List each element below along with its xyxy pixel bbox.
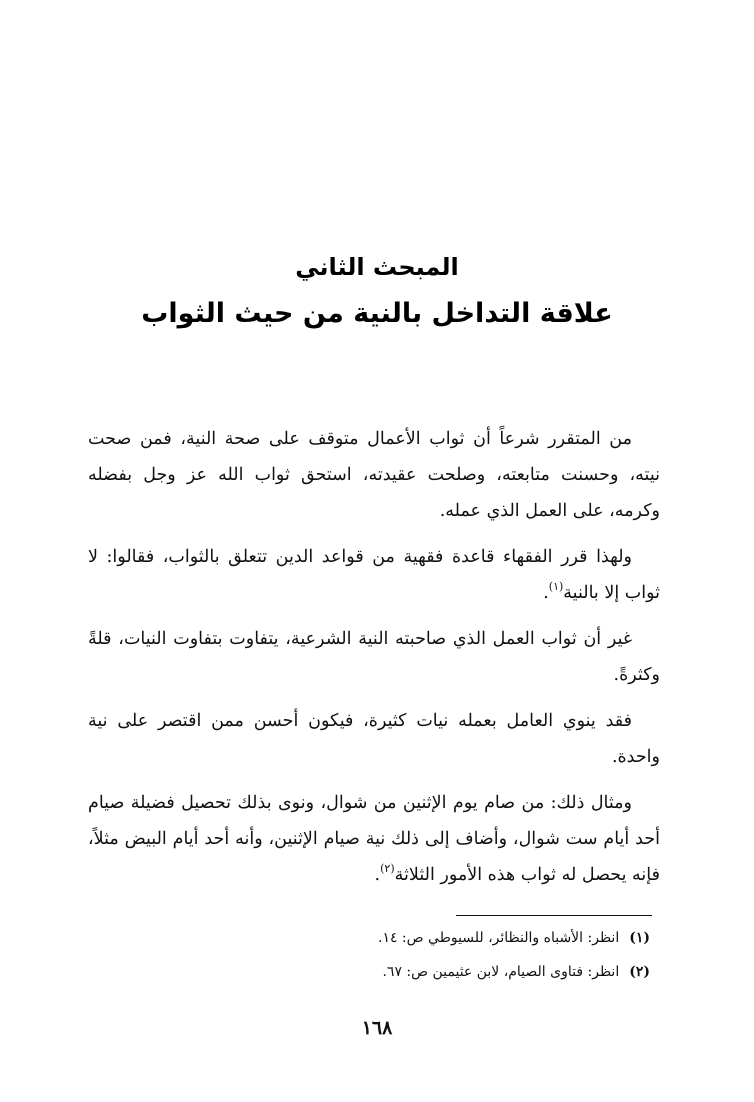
section-subtitle: علاقة التداخل بالنية من حيث الثواب — [141, 298, 613, 329]
paragraph-2-end: . — [543, 583, 549, 603]
footnote-ref-1[interactable]: (١) — [548, 580, 564, 593]
paragraph-2-body: ولهذا قرر الفقهاء قاعدة فقهية من قواعد الدين تتعلق بالثواب، فقالوا: لا ثواب إلا بالنية — [88, 547, 660, 603]
paragraph-2-text — [88, 539, 660, 611]
paragraph-5-text — [88, 785, 660, 893]
footnote-2 — [88, 962, 650, 982]
footnote-1-text: انظر: الأشباه والنظائر، للسيوطي ص: ١٤. — [377, 930, 620, 946]
footnote-divider — [456, 915, 652, 916]
paragraph-3 — [88, 621, 660, 693]
paragraph-5-body: ومثال ذلك: من صام يوم الإثنين من شوال، ونوى بذلك تحصيل فضيلة صيام أحد أيام ست شوال، وأضاف إلى ذلك نية صيام الإثنين، وأنه أحد أيام البيض مثلاً، فإنه يحصل له ثواب هذه الأمور الثلاثة — [88, 793, 660, 885]
footnote-1 — [88, 928, 650, 948]
paragraph-4-text: فقد ينوي العامل بعمله نيات كثيرة، فيكون أحسن ممن اقتصر على نية واحدة. — [88, 711, 660, 767]
page-number: ١٦٨ — [361, 1017, 393, 1039]
paragraph-1 — [88, 421, 660, 529]
paragraph-5 — [88, 785, 660, 893]
footnote-2-number: (٢) — [629, 964, 650, 980]
paragraph-2 — [88, 539, 660, 611]
footnote-2-text: انظر: فتاوى الصيام، لابن عثيمين ص: ٦٧. — [382, 964, 620, 980]
footnote-1-number: (١) — [629, 930, 650, 946]
section-title: المبحث الثاني — [295, 253, 459, 281]
paragraph-5-end: . — [374, 865, 381, 885]
paragraph-1-text: من المتقرر شرعاً أن ثواب الأعمال متوقف على صحة النية، فمن صحت نيته، وحسنت متابعته، وصلحت عقيدته، استحق ثواب الله عز وجل بفضله وكرمه، على العمل الذي عمله. — [88, 429, 660, 521]
paragraph-4 — [88, 703, 660, 775]
footnote-ref-2[interactable]: (٢) — [380, 862, 395, 875]
paragraph-3-text: غير أن ثواب العمل الذي صاحبته النية الشرعية، يتفاوت بتفاوت النيات، قلةً وكثرةً. — [88, 629, 660, 685]
